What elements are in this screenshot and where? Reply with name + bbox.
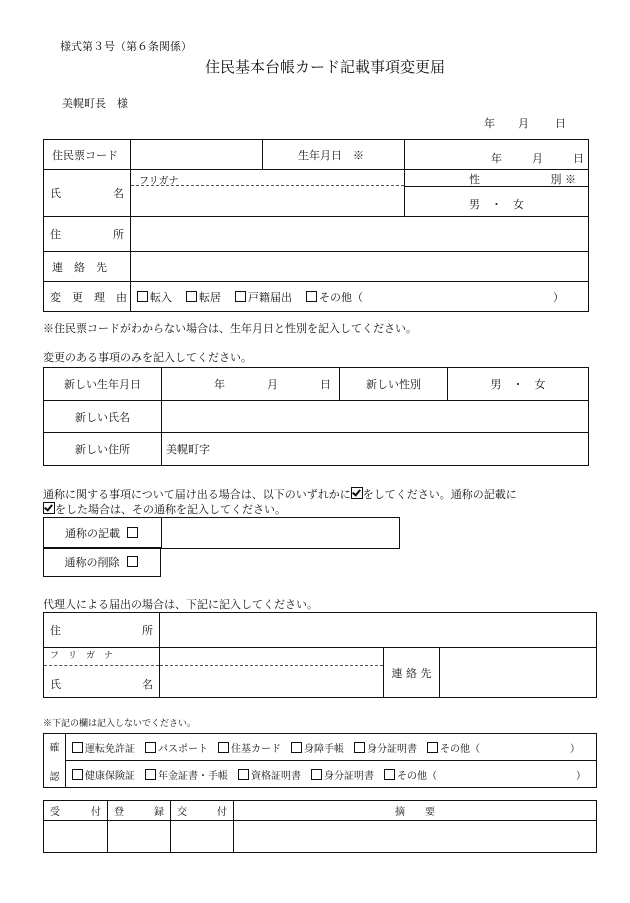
alias-delete-table bbox=[43, 547, 161, 577]
changes-instruction: 変更のある事項のみを記入してください。 bbox=[43, 351, 252, 364]
juminhyo-code-field[interactable] bbox=[131, 140, 263, 170]
date-month-label: 月 bbox=[518, 117, 529, 130]
alias-instruction-line1: 通称に関する事項について届け出る場合は、以下のいずれかに をしてください。通称の記載に bbox=[43, 488, 517, 501]
issue-field[interactable] bbox=[171, 821, 234, 853]
new-birth-day: 日 bbox=[320, 378, 331, 391]
new-birth-label: 新しい生年月日 bbox=[44, 368, 162, 401]
checkbox-icon bbox=[238, 769, 249, 780]
new-name-field[interactable] bbox=[162, 401, 589, 433]
confirm-pension-book[interactable]: 年金証書・手帳 bbox=[145, 767, 228, 782]
contact-field[interactable] bbox=[131, 252, 589, 282]
office-processing-table bbox=[43, 800, 597, 853]
agent-contact-label: 連 絡 先 bbox=[384, 648, 440, 698]
office-use-note: ※下記の欄は記入しないでください。 bbox=[43, 719, 197, 729]
confirm-disability-book[interactable]: 身障手帳 bbox=[291, 740, 344, 755]
confirm-id-certificate-2[interactable]: 身分証明書 bbox=[311, 767, 374, 782]
alias-instruction-line2: をした場合は、その通称を記入してください。 bbox=[43, 501, 286, 517]
checkbox-icon bbox=[137, 291, 148, 302]
new-birth-month: 月 bbox=[267, 378, 278, 391]
checkbox-icon bbox=[145, 769, 156, 780]
new-address-label: 新しい住所 bbox=[44, 433, 162, 466]
alias-record-table bbox=[43, 517, 400, 549]
new-name-label: 新しい氏名 bbox=[44, 401, 162, 433]
birth-year-label: 年 bbox=[491, 152, 502, 165]
reason-transfer-in[interactable]: 転入 bbox=[137, 289, 172, 305]
juminhyo-code-label: 住民票コード bbox=[44, 140, 131, 170]
id-confirm-table bbox=[43, 733, 597, 788]
agent-address-label: 住 所 bbox=[44, 613, 160, 648]
checkbox-icon bbox=[306, 291, 317, 302]
checkbox-icon bbox=[72, 742, 83, 753]
gender-options[interactable]: 男 ・ 女 bbox=[469, 198, 524, 211]
gender-cell bbox=[405, 170, 589, 217]
birth-day-label: 日 bbox=[573, 152, 584, 165]
note-juminhyo: ※住民票コードがわからない場合は、生年月日と性別を記入してください。 bbox=[43, 322, 417, 335]
checkbox-icon bbox=[145, 742, 156, 753]
alias-delete-option[interactable]: 通称の削除 bbox=[44, 548, 161, 577]
checkbox-icon bbox=[291, 742, 302, 753]
summary-field[interactable] bbox=[234, 821, 597, 853]
new-birth-year: 年 bbox=[214, 378, 225, 391]
confirm-passport[interactable]: パスポート bbox=[145, 740, 208, 755]
register-label: 登 録 bbox=[108, 801, 171, 821]
agent-furigana-label: フ リ ガ ナ bbox=[44, 648, 159, 666]
checkbox-icon bbox=[384, 769, 395, 780]
checkbox-icon bbox=[354, 742, 365, 753]
receipt-label: 受 付 bbox=[44, 801, 108, 821]
birth-date-label: 生年月日 ※ bbox=[263, 140, 405, 170]
checkmark-icon bbox=[351, 487, 363, 499]
checkbox-icon bbox=[218, 742, 229, 753]
confirm-drivers-license[interactable]: 運転免許証 bbox=[72, 740, 135, 755]
form-title: 住民基本台帳カード記載事項変更届 bbox=[205, 58, 446, 76]
contact-label: 連 絡 先 bbox=[44, 252, 131, 282]
checkbox-icon bbox=[311, 769, 322, 780]
form-number: 様式第３号（第６条関係） bbox=[60, 40, 192, 53]
confirm-other-2[interactable]: その他（ bbox=[384, 767, 437, 782]
checkbox-icon bbox=[427, 742, 438, 753]
date-year-label: 年 bbox=[484, 117, 495, 130]
reason-options bbox=[131, 282, 589, 312]
reason-move[interactable]: 転居 bbox=[186, 289, 221, 305]
checkbox-icon bbox=[235, 291, 246, 302]
confirm-row-2: 健康保険証 年金証書・手帳 資格証明書 身分証明書 その他（ ） bbox=[66, 761, 597, 788]
confirm-health-insurance[interactable]: 健康保険証 bbox=[72, 767, 135, 782]
checkbox-icon bbox=[186, 291, 197, 302]
agent-table bbox=[43, 612, 597, 698]
alias-record-option[interactable]: 通称の記載 bbox=[44, 518, 162, 549]
agent-name-field[interactable] bbox=[160, 648, 384, 698]
new-gender-label: 新しい性別 bbox=[340, 368, 448, 401]
reason-label: 変 更 理 由 bbox=[44, 282, 131, 312]
address-label: 住 所 bbox=[44, 217, 131, 252]
confirm-qualification[interactable]: 資格証明書 bbox=[238, 767, 301, 782]
confirm-other-1[interactable]: その他（ bbox=[427, 740, 480, 755]
name-field[interactable] bbox=[131, 170, 405, 217]
reason-family-register[interactable]: 戸籍届出 bbox=[235, 289, 292, 305]
gender-label: 性 別 ※ bbox=[405, 170, 588, 187]
addressee: 美幌町長 様 bbox=[62, 97, 128, 110]
register-field[interactable] bbox=[108, 821, 171, 853]
new-gender-options[interactable]: 男 ・ 女 bbox=[448, 368, 589, 401]
confirm-id-certificate[interactable]: 身分証明書 bbox=[354, 740, 417, 755]
alias-field[interactable] bbox=[162, 518, 400, 549]
agent-address-field[interactable] bbox=[160, 613, 597, 648]
agent-name-label: フ リ ガ ナ 氏 名 bbox=[44, 648, 160, 698]
reason-other-close: ） bbox=[553, 290, 564, 304]
confirm-row-1: 運転免許証 パスポート 住基カード 身障手帳 身分証明書 その他（ ） bbox=[66, 734, 597, 761]
receipt-field[interactable] bbox=[44, 821, 108, 853]
checkbox-icon bbox=[127, 556, 138, 567]
new-address-field[interactable]: 美幌町字 bbox=[162, 433, 589, 466]
reason-other[interactable]: その他（ bbox=[306, 289, 363, 305]
address-field[interactable] bbox=[131, 217, 589, 252]
confirm-label: 確 認 bbox=[44, 734, 66, 788]
checkbox-icon bbox=[72, 769, 83, 780]
agent-contact-field[interactable] bbox=[440, 648, 597, 698]
agent-instruction: 代理人による届出の場合は、下記に記入してください。 bbox=[43, 598, 318, 611]
birth-date-field[interactable] bbox=[405, 140, 589, 170]
checkbox-icon bbox=[127, 527, 138, 538]
name-label: 氏 名 bbox=[44, 170, 131, 217]
date-day-label: 日 bbox=[555, 117, 566, 130]
issue-label: 交 付 bbox=[171, 801, 234, 821]
summary-label: 摘 要 bbox=[234, 801, 597, 821]
new-birth-field[interactable] bbox=[162, 368, 340, 401]
furigana-label: フリガナ bbox=[139, 176, 179, 187]
changes-table bbox=[43, 367, 589, 466]
applicant-table bbox=[43, 139, 589, 312]
confirm-juki-card[interactable]: 住基カード bbox=[218, 740, 281, 755]
checkmark-icon bbox=[43, 502, 55, 514]
birth-month-label: 月 bbox=[532, 152, 543, 165]
